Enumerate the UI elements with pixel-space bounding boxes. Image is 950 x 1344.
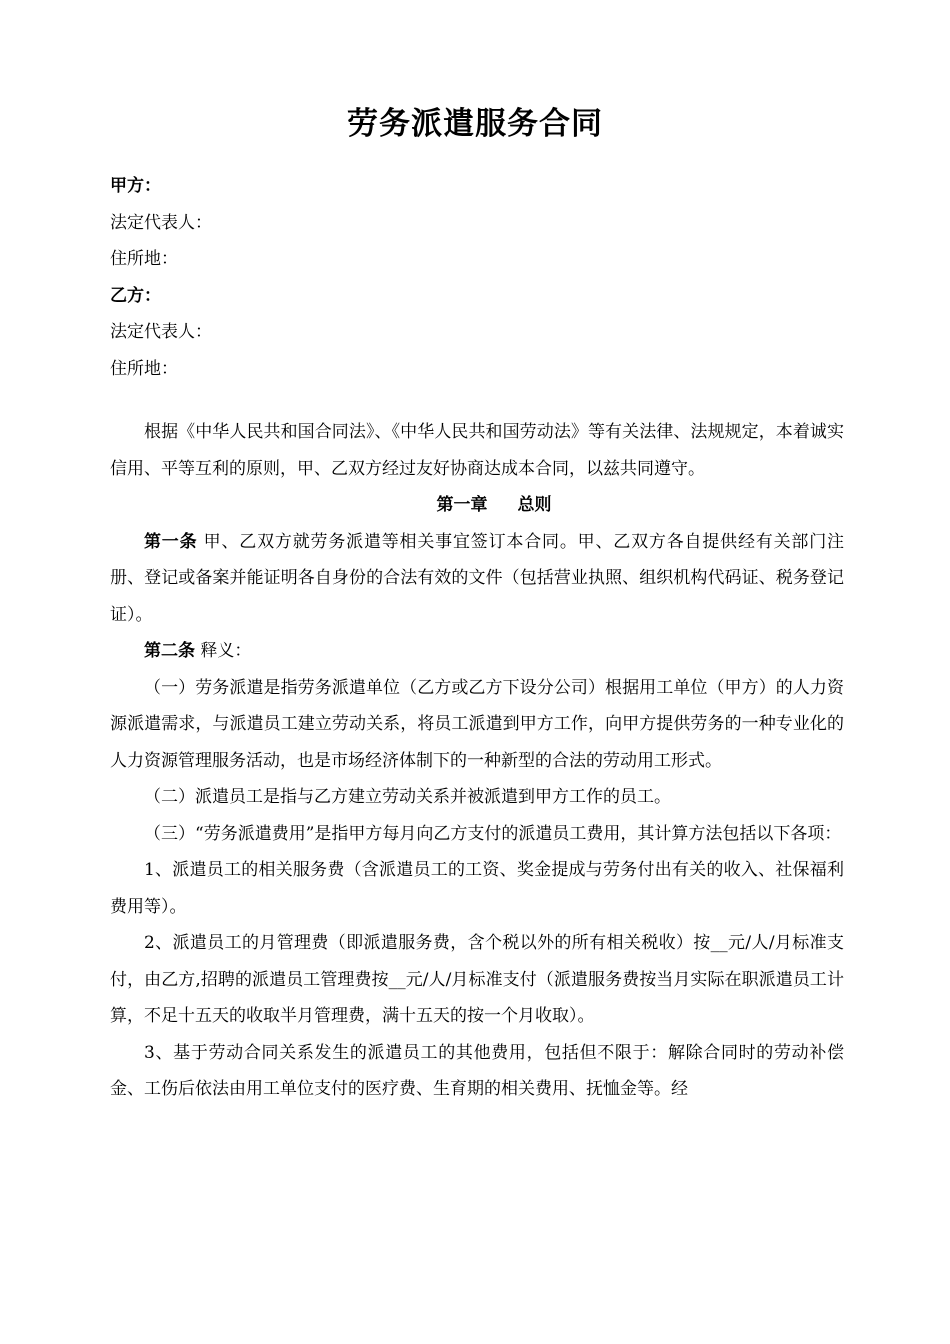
article-2-item: （三）“劳务派遣费用”是指甲方每月向乙方支付的派遣员工费用，其计算方法包括以下各项： — [144, 823, 842, 844]
chapter-heading — [110, 487, 878, 524]
article-2-item: （一）劳务派遣是指劳务派遣单位（乙方或乙方下设分公司）根据用工单位（甲方）的人力资源派遣需求，与派遣员工建立劳动关系，将员工派遣到甲方工作，向甲方提供劳务的一种专业化的人力资源管理服务活动，也是市场经济体制下的一种新型的合法的劳动用工形式。 — [110, 677, 844, 771]
party-a-representative: 法定代表人： — [110, 212, 212, 233]
party-a-address: 住所地： — [110, 249, 178, 269]
article-2-label: 第二条 — [144, 641, 195, 661]
party-info-block — [110, 168, 844, 387]
article-2-text: 释义： — [195, 641, 252, 661]
party-b-representative: 法定代表人： — [110, 322, 212, 342]
contract-body — [110, 414, 844, 1108]
chapter-number: 第一章 — [436, 495, 488, 515]
fee-item: 1、派遣员工的相关服务费（含派遣员工的工资、奖金提成与劳务付出有关的收入、社保福利费用等）。 — [110, 860, 844, 917]
article-1-text: 甲、乙双方就劳务派遣等相关事宜签订本合同。甲、乙双方各自提供经有关部门注册、登记或备案并能证明各自身份的合法有效的文件（包括营业执照、组织机构代码证、税务登记证）。 — [110, 531, 845, 625]
document-title: 劳务派遣服务合同 — [347, 106, 603, 142]
chapter-name: 总则 — [517, 495, 552, 515]
fee-item: 2、派遣员工的月管理费（即派遣服务费，含个税以外的所有相关税收）按__元/人/月标准支付，由乙方,招聘的派遣员工管理费按__元/人/月标准支付（派遣服务费按当月实际在职派遣员工计算，不足十五天的收取半月管理费，满十五天的按一个月收取）。 — [110, 933, 844, 1026]
preamble-paragraph: 根据《中华人民共和国合同法》、《中华人民共和国劳动法》等有关法律、法规规定，本着诚实信用、平等互利的原则，甲、乙双方经过友好协商达成本合同，以兹共同遵守。 — [110, 422, 844, 479]
article-2 — [110, 633, 844, 670]
article-1-label: 第一条 — [144, 531, 198, 552]
party-b-label: 乙方： — [110, 285, 161, 306]
article-2-item: （二）派遣员工是指与乙方建立劳动关系并被派遣到甲方工作的员工。 — [144, 787, 671, 807]
party-a-label: 甲方： — [110, 176, 161, 196]
article-1 — [110, 524, 844, 634]
party-b-address: 住所地： — [110, 358, 178, 379]
fee-item: 3、基于劳动合同关系发生的派遣员工的其他费用，包括但不限于：解除合同时的劳动补偿金、工伤后依法由用工单位支付的医疗费、生育期的相关费用、抚恤金等。经 — [110, 1042, 844, 1099]
